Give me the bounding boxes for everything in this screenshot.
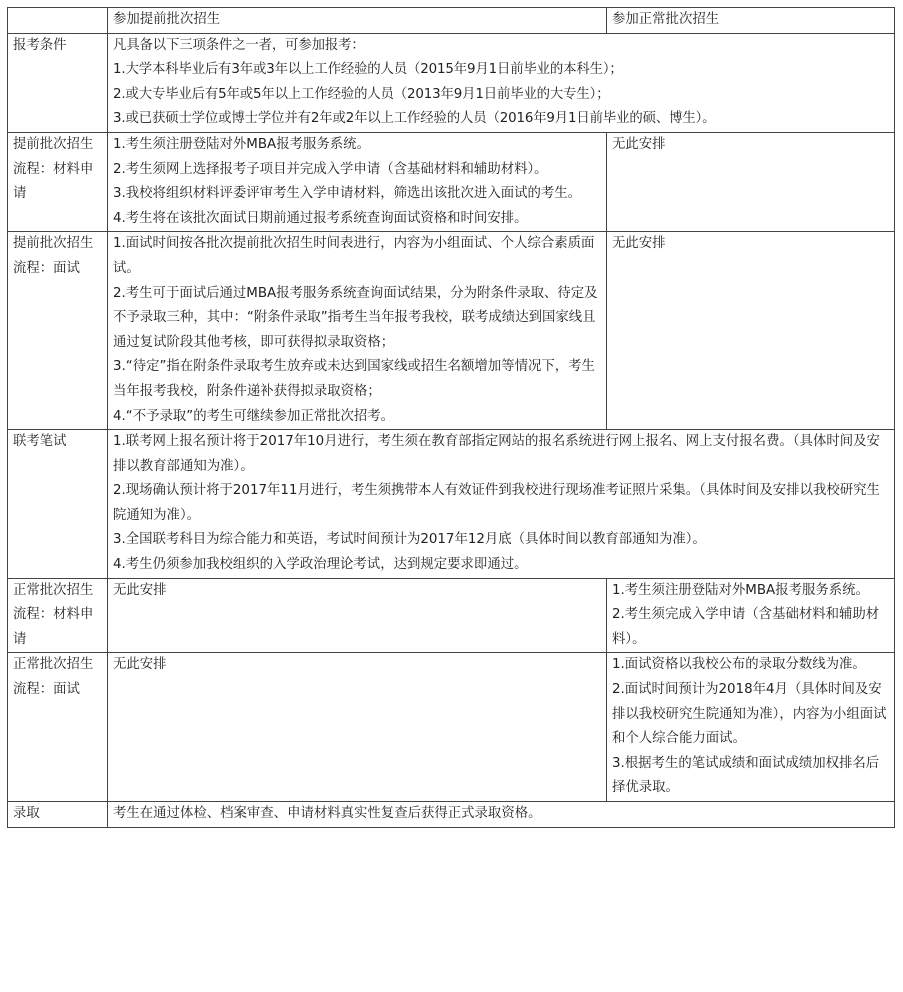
exam-line: 4.考生仍须参加我校组织的入学政治理论考试，达到规定要求即通过。	[113, 557, 528, 573]
header-early-batch: 参加提前批次招生	[108, 8, 607, 34]
row-exam	[8, 430, 895, 579]
header-row	[8, 8, 895, 34]
early-interview-regular: 无此安排	[607, 232, 895, 430]
early-materials-early	[108, 132, 607, 231]
row-admission	[8, 802, 895, 828]
header-corner-cell	[8, 8, 108, 34]
row-label-regular-interview: 正常批次招生流程：面试	[8, 653, 108, 802]
row-label-conditions: 报考条件	[8, 33, 108, 132]
regular-interview-regular	[607, 653, 895, 802]
regular-materials-regular	[607, 578, 895, 653]
early-materials-line: 1.考生须注册登陆对外MBA报考服务系统。	[113, 136, 370, 152]
header-regular-batch: 参加正常批次招生	[607, 8, 895, 34]
row-conditions	[8, 33, 895, 132]
row-regular-interview	[8, 653, 895, 802]
regular-materials-line: 2.考生须完成入学申请（含基础材料和辅助材料）。	[612, 607, 880, 647]
early-materials-line: 4.考生将在该批次面试日期前通过报考系统查询面试资格和时间安排。	[113, 210, 528, 226]
exam-line: 3.全国联考科目为综合能力和英语，考试时间预计为2017年12月底（具体时间以教育部通知为准）。	[113, 532, 706, 548]
early-materials-regular: 无此安排	[607, 132, 895, 231]
exam-line: 1.联考网上报名预计将于2017年10月进行，考生须在教育部指定网站的报名系统进行网上报名、网上支付报名费。（具体时间及安排以教育部通知为准）。	[113, 434, 880, 474]
early-interview-early	[108, 232, 607, 430]
conditions-line: 3.或已获硕士学位或博士学位并有2年或2年以上工作经验的人员（2016年9月1日前毕业的硕、博生）。	[113, 111, 716, 127]
conditions-line: 凡具备以下三项条件之一者，可参加报考：	[113, 37, 365, 53]
exam-content	[108, 430, 895, 579]
row-label-exam: 联考笔试	[8, 430, 108, 579]
early-materials-line: 2.考生须网上选择报考子项目并完成入学申请（含基础材料和辅助材料）。	[113, 161, 548, 177]
regular-interview-line: 1.面试资格以我校公布的录取分数线为准。	[612, 657, 866, 673]
row-label-early-materials: 提前批次招生流程：材料申请	[8, 132, 108, 231]
early-interview-line: 4.“不予录取”的考生可继续参加正常批次招考。	[113, 408, 395, 424]
exam-line: 2.现场确认预计将于2017年11月进行，考生须携带本人有效证件到我校进行现场准考证照片采集。（具体时间及安排以我校研究生院通知为准）。	[113, 483, 880, 523]
row-label-early-interview: 提前批次招生流程：面试	[8, 232, 108, 430]
regular-interview-line: 3.根据考生的笔试成绩和面试成绩加权排名后择优录取。	[612, 755, 880, 796]
regular-interview-line: 2.面试时间预计为2018年4月（具体时间及安排以我校研究生院通知为准），内容为小组面试和个人综合能力面试。	[612, 682, 887, 747]
row-regular-materials	[8, 578, 895, 653]
conditions-content	[108, 33, 895, 132]
admission-process-table	[7, 7, 895, 828]
regular-interview-early: 无此安排	[108, 653, 607, 802]
conditions-line: 1.大学本科毕业后有3年或3年以上工作经验的人员（2015年9月1日前毕业的本科生）；	[113, 62, 623, 78]
row-label-admission: 录取	[8, 802, 108, 828]
row-early-interview	[8, 232, 895, 430]
early-interview-line: 1.面试时间按各批次提前批次招生时间表进行，内容为小组面试、个人综合素质面试。	[113, 236, 595, 276]
regular-materials-line: 1.考生须注册登陆对外MBA报考服务系统。	[612, 582, 869, 598]
admission-content: 考生在通过体检、档案审查、申请材料真实性复查后获得正式录取资格。	[108, 802, 895, 828]
conditions-line: 2.或大专毕业后有5年或5年以上工作经验的人员（2013年9月1日前毕业的大专生）；	[113, 86, 610, 102]
row-early-materials	[8, 132, 895, 231]
row-label-regular-materials: 正常批次招生流程：材料申请	[8, 578, 108, 653]
early-materials-line: 3.我校将组织材料评委评审考生入学申请材料，筛选出该批次进入面试的考生。	[113, 186, 582, 202]
regular-materials-early: 无此安排	[108, 578, 607, 653]
early-interview-line: 3.“待定”指在附条件录取考生放弃或未达到国家线或招生名额增加等情况下，考生当年报考我校，附条件递补获得拟录取资格；	[113, 359, 595, 399]
early-interview-line: 2.考生可于面试后通过MBA报考服务系统查询面试结果，分为附条件录取、待定及不予录取三种，其中：“附条件录取”指考生当年报考我校，联考成绩达到国家线且通过复试阶段其他考核，即可获得拟录取资格；	[113, 285, 598, 350]
